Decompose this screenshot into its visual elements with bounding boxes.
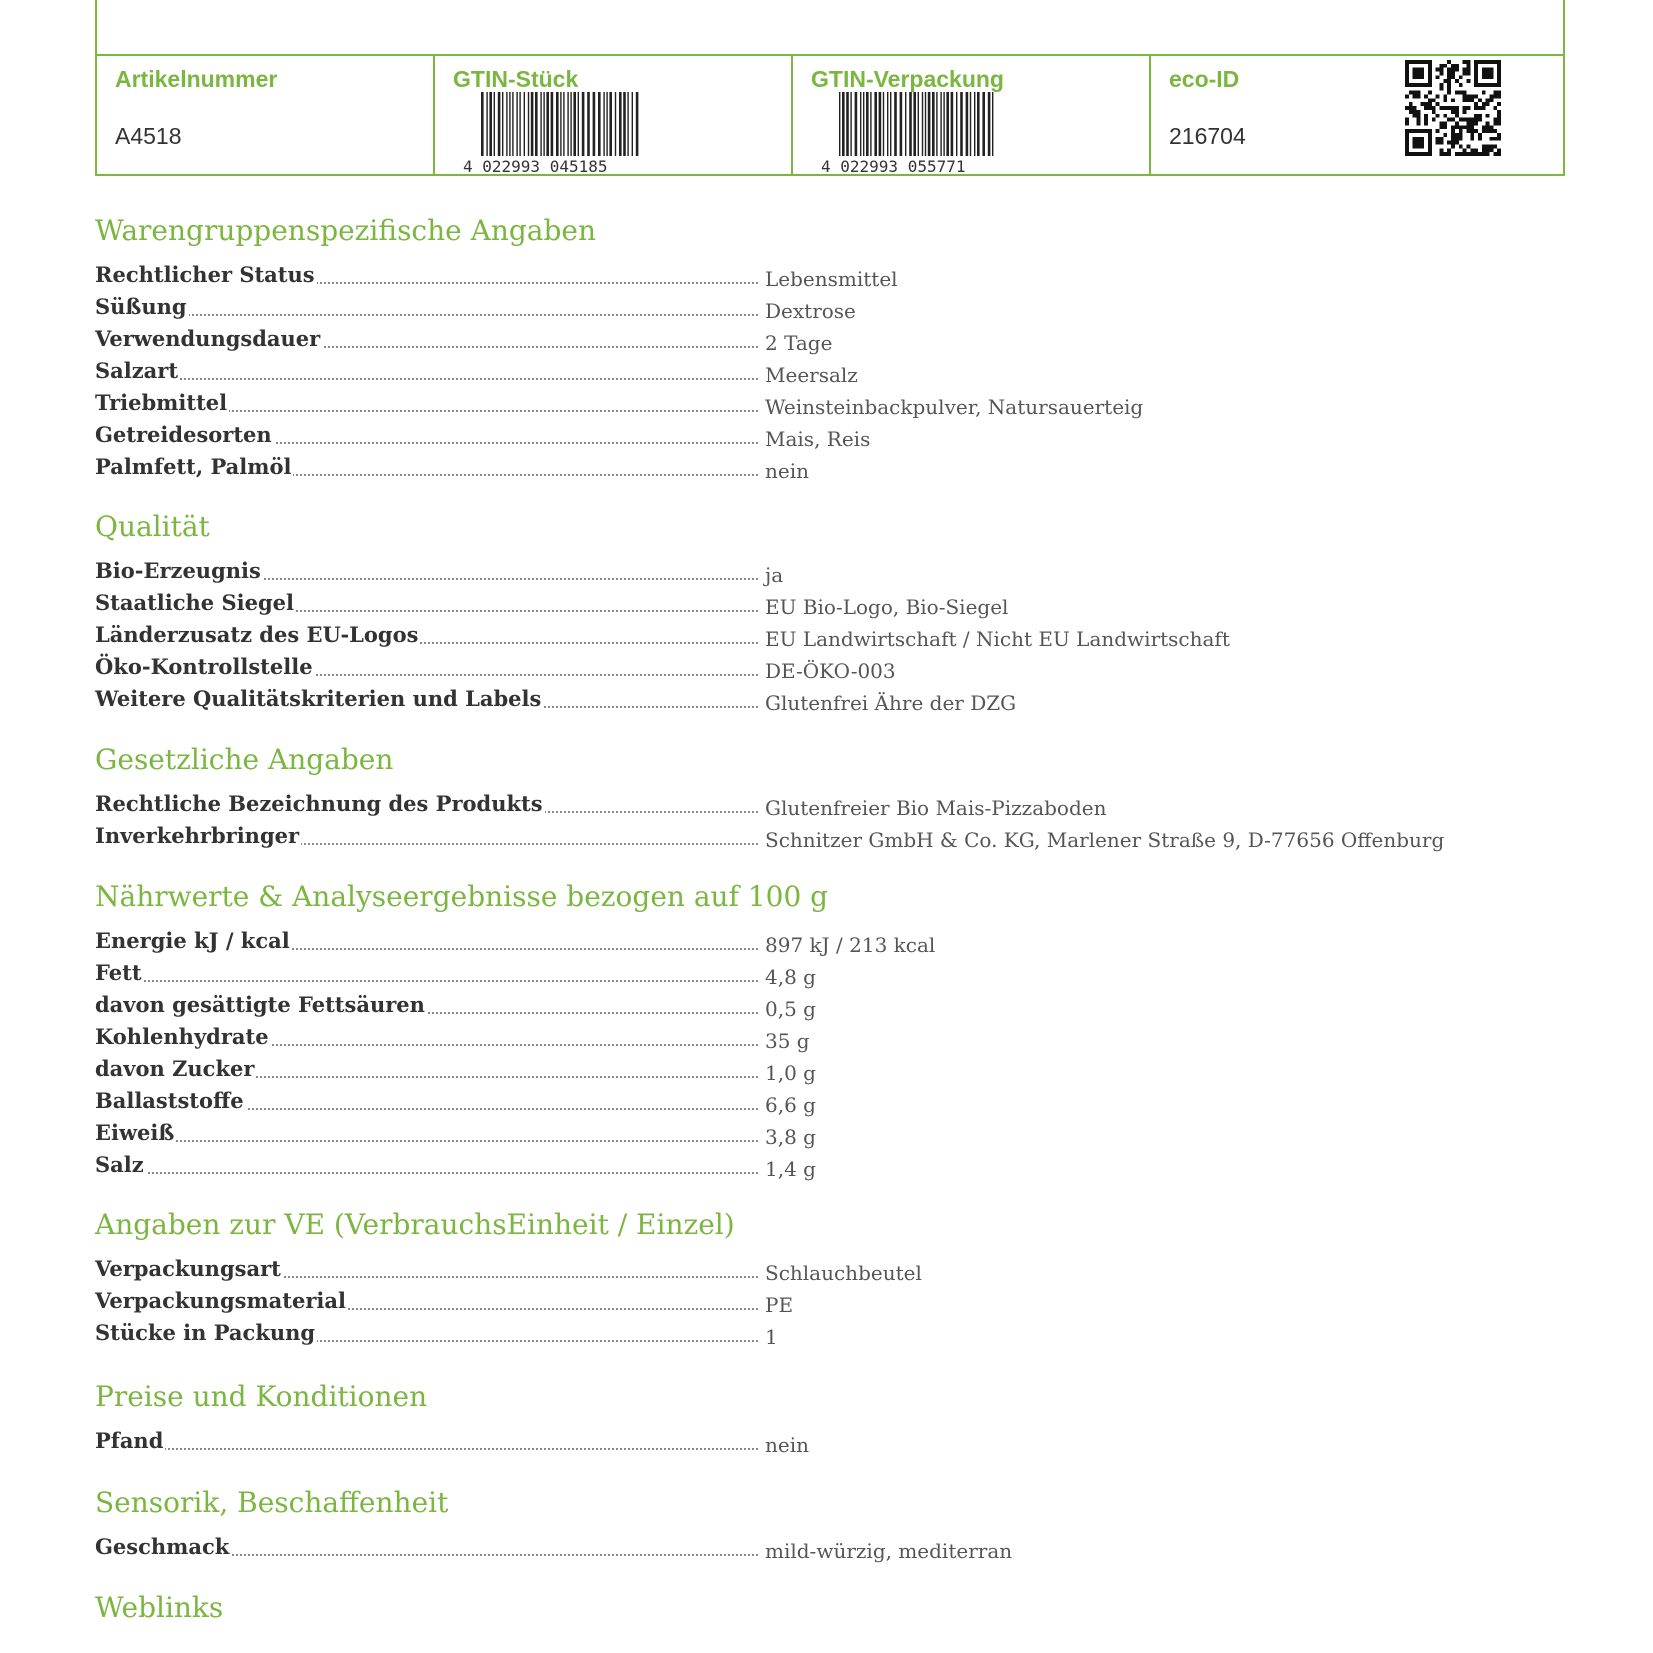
spec-label: Rechtliche Bezeichnung des Produkts: [95, 791, 543, 816]
barcode-bar: [863, 92, 864, 156]
spec-label: Pfand: [95, 1428, 164, 1453]
barcode-bar: [932, 92, 935, 156]
gtin-piece-label: GTIN-Stück: [453, 66, 579, 92]
spec-row: [95, 791, 1475, 821]
spec-value: Weinsteinbackpulver, Natursauerteig: [765, 395, 1144, 419]
spec-row: [95, 654, 1475, 684]
barcode-bar: [982, 92, 985, 156]
section-title: Preise und Konditionen: [95, 1380, 428, 1413]
barcode-bar: [528, 92, 529, 156]
barcode-bar: [489, 92, 492, 156]
section-title: Weblinks: [95, 1591, 224, 1624]
spec-row: [95, 1428, 1475, 1458]
barcode-bar: [887, 92, 888, 156]
spec-value: nein: [765, 1433, 809, 1457]
spec-row: [95, 390, 1475, 420]
barcode-bar: [894, 92, 897, 156]
section-title: Qualität: [95, 510, 210, 543]
barcode-bar: [502, 92, 503, 156]
barcode-bar: [913, 92, 916, 156]
barcode-bar: [974, 92, 975, 156]
spec-row: [95, 1088, 1475, 1118]
gtin-piece-cell: [433, 56, 793, 174]
spec-label: Weitere Qualitätskriterien und Labels: [95, 686, 542, 711]
barcode-bar: [615, 92, 616, 156]
gtin-piece-digits: 4 022993 045185: [463, 157, 608, 174]
section-title: Warengruppenspezifische Angaben: [95, 214, 597, 247]
spec-value: Glutenfrei Ähre der DZG: [765, 691, 1017, 715]
spec-row: [95, 422, 1475, 452]
spec-label: Rechtlicher Status: [95, 262, 315, 287]
barcode-bar: [842, 92, 845, 156]
spec-label: davon Zucker: [95, 1056, 255, 1081]
spec-label: Süßung: [95, 294, 187, 319]
barcode-bar: [883, 92, 884, 156]
barcode-bar: [535, 92, 538, 156]
barcode-bar: [623, 92, 626, 156]
barcode-bar: [951, 92, 954, 156]
spec-value: DE-ÖKO-003: [765, 659, 896, 683]
spec-label: Getreidesorten: [95, 422, 272, 447]
spec-label: Staatliche Siegel: [95, 590, 294, 615]
spec-row: [95, 928, 1475, 958]
spec-row: [95, 1152, 1475, 1182]
spec-label: Ballaststoffe: [95, 1088, 244, 1113]
spec-value: PE: [765, 1293, 794, 1317]
barcode-bar: [524, 92, 525, 156]
barcode-bar: [918, 92, 919, 156]
barcode-bar: [606, 92, 607, 156]
dotted-leader: [95, 1140, 758, 1142]
barcode-bar: [627, 92, 628, 156]
barcode-bar: [946, 92, 949, 156]
barcode-bar: [570, 92, 571, 156]
barcode-bar: [905, 92, 906, 156]
section-title: Nährwerte & Analyseergebnisse bezogen auf 100 g: [95, 880, 829, 913]
spec-value: 1,0 g: [765, 1061, 816, 1085]
spec-row: [95, 590, 1475, 620]
dotted-leader: [95, 1172, 758, 1174]
spec-value: 35 g: [765, 1029, 810, 1053]
spec-value: Schnitzer GmbH & Co. KG, Marlener Straße 9, D-77656 Offenburg: [765, 828, 1445, 852]
spec-value: 0,5 g: [765, 997, 816, 1021]
spec-value: Glutenfreier Bio Mais-Pizzaboden: [765, 796, 1107, 820]
barcode-bar: [603, 92, 604, 156]
spec-value: 1: [765, 1325, 778, 1349]
article-header-box: [95, 0, 1565, 176]
dotted-leader: [95, 1448, 758, 1450]
barcode-bar: [498, 92, 501, 156]
spec-label: Verpackungsart: [95, 1256, 281, 1281]
barcode-bar: [543, 92, 544, 156]
barcode-bar: [850, 92, 851, 156]
spec-row: [95, 1120, 1475, 1150]
barcode-bar: [540, 92, 541, 156]
barcode-bar: [936, 92, 937, 156]
spec-label: Palmfett, Palmöl: [95, 454, 292, 479]
spec-label: Länderzusatz des EU-Logos: [95, 622, 419, 647]
qr-code-icon: [1405, 60, 1501, 156]
barcode-bar: [598, 92, 601, 156]
barcode-bar: [900, 92, 903, 156]
spec-label: Energie kJ / kcal: [95, 928, 290, 953]
barcode-bar: [494, 92, 495, 156]
barcode-bar: [531, 92, 534, 156]
barcode-bar: [556, 92, 559, 156]
barcode-bar: [563, 92, 564, 156]
spec-value: EU Bio-Logo, Bio-Siegel: [765, 595, 1009, 619]
spec-row: [95, 454, 1475, 484]
barcode-bar: [922, 92, 923, 156]
spec-value: nein: [765, 459, 809, 483]
spec-value: 2 Tage: [765, 331, 833, 355]
spec-value: Schlauchbeutel: [765, 1261, 922, 1285]
barcode-bar: [609, 92, 612, 156]
barcode-bar: [925, 92, 926, 156]
barcode-bar: [960, 92, 963, 156]
dotted-leader: [95, 980, 758, 982]
barcode-bar: [970, 92, 971, 156]
barcode-bar: [546, 92, 549, 156]
spec-value: 1,4 g: [765, 1157, 816, 1181]
spec-row: [95, 358, 1475, 388]
spec-label: Salzart: [95, 358, 179, 383]
barcode-bar: [519, 92, 520, 156]
barcode-bar: [879, 92, 882, 156]
spec-row: [95, 262, 1475, 292]
barcode-bar: [512, 92, 513, 156]
barcode-bar: [870, 92, 871, 156]
barcode-bar: [943, 92, 944, 156]
barcode-bar: [890, 92, 891, 156]
spec-row: [95, 823, 1475, 853]
barcode-bar: [516, 92, 517, 156]
spec-value: 897 kJ / 213 kcal: [765, 933, 936, 957]
barcode-bar: [560, 92, 561, 156]
barcode-bar: [846, 92, 849, 156]
spec-row: [95, 992, 1475, 1022]
spec-value: mild-würzig, mediterran: [765, 1539, 1013, 1563]
spec-label: Fett: [95, 960, 142, 985]
spec-row: [95, 326, 1475, 356]
barcode-bar: [909, 92, 912, 156]
spec-label: Öko-Kontrollstelle: [95, 654, 313, 679]
barcode-bar: [855, 92, 858, 156]
spec-row: [95, 960, 1475, 990]
spec-label: Kohlenhydrate: [95, 1024, 269, 1049]
spec-row: [95, 622, 1475, 652]
barcode-bar: [551, 92, 554, 156]
spec-label: Salz: [95, 1152, 144, 1177]
spec-label: Geschmack: [95, 1534, 230, 1559]
barcode-bar: [988, 92, 991, 156]
gtin-pack-digits: 4 022993 055771: [821, 157, 966, 174]
spec-value: Dextrose: [765, 299, 856, 323]
spec-label: Triebmittel: [95, 390, 228, 415]
spec-value: 6,6 g: [765, 1093, 816, 1117]
eco-id-value: 216704: [1169, 123, 1246, 149]
spec-value: ja: [765, 563, 784, 587]
barcode-bar: [619, 92, 622, 156]
barcode-bar: [839, 92, 840, 156]
dotted-leader: [95, 378, 758, 380]
barcode-bar: [632, 92, 633, 156]
gtin-pack-barcode: [819, 92, 999, 174]
barcode-bar: [582, 92, 585, 156]
spec-value: Lebensmittel: [765, 267, 898, 291]
gtin-pack-label: GTIN-Verpackung: [811, 66, 1004, 92]
spec-row: [95, 294, 1475, 324]
barcode-bar: [874, 92, 877, 156]
gtin-piece-barcode: [461, 92, 641, 174]
barcode-bar: [481, 92, 484, 156]
barcode-bar: [860, 92, 861, 156]
section-title: Gesetzliche Angaben: [95, 743, 394, 776]
spec-row: [95, 558, 1475, 588]
article-number-cell: [97, 56, 433, 174]
barcode-bar: [506, 92, 507, 156]
spec-value: EU Landwirtschaft / Nicht EU Landwirtschaft: [765, 627, 1230, 651]
spec-row: [95, 1024, 1475, 1054]
barcode-bar: [593, 92, 596, 156]
barcode-bar: [977, 92, 980, 156]
barcode-bar: [587, 92, 590, 156]
barcode-bar: [866, 92, 869, 156]
spec-label: Stücke in Packung: [95, 1320, 316, 1345]
spec-value: 4,8 g: [765, 965, 816, 989]
section-title: Sensorik, Beschaffenheit: [95, 1486, 449, 1519]
spec-value: 3,8 g: [765, 1125, 816, 1149]
spec-row: [95, 1534, 1475, 1564]
barcode-bar: [928, 92, 931, 156]
barcode-bar: [486, 92, 487, 156]
spec-label: Inverkehrbringer: [95, 823, 300, 848]
barcode-bar: [636, 92, 639, 156]
barcode-bar: [992, 92, 993, 156]
spec-label: Bio-Erzeugnis: [95, 558, 261, 583]
barcode-bar: [956, 92, 957, 156]
spec-row: [95, 686, 1475, 716]
article-number-label: Artikelnummer: [115, 66, 278, 92]
dotted-leader: [95, 314, 758, 316]
section-title: Angaben zur VE (VerbrauchsEinheit / Einzel): [95, 1208, 735, 1241]
eco-id-label: eco-ID: [1169, 66, 1240, 92]
barcode-bar: [966, 92, 969, 156]
barcode-bar: [573, 92, 576, 156]
spec-label: Eiweiß: [95, 1120, 175, 1145]
gtin-pack-cell: [791, 56, 1151, 174]
spec-row: [95, 1320, 1475, 1350]
spec-label: Verpackungsmaterial: [95, 1288, 346, 1313]
spec-value: Meersalz: [765, 363, 858, 387]
barcode-bar: [509, 92, 510, 156]
eco-id-cell: [1149, 56, 1565, 174]
spec-row: [95, 1288, 1475, 1318]
article-number-value: A4518: [115, 123, 182, 149]
spec-value: Mais, Reis: [765, 427, 871, 451]
spec-label: davon gesättigte Fettsäuren: [95, 992, 425, 1017]
barcode-bar: [940, 92, 941, 156]
spec-label: Verwendungsdauer: [95, 326, 321, 351]
spec-row: [95, 1056, 1475, 1086]
spec-row: [95, 1256, 1475, 1286]
barcode-bar: [567, 92, 568, 156]
barcode-bar: [578, 92, 579, 156]
